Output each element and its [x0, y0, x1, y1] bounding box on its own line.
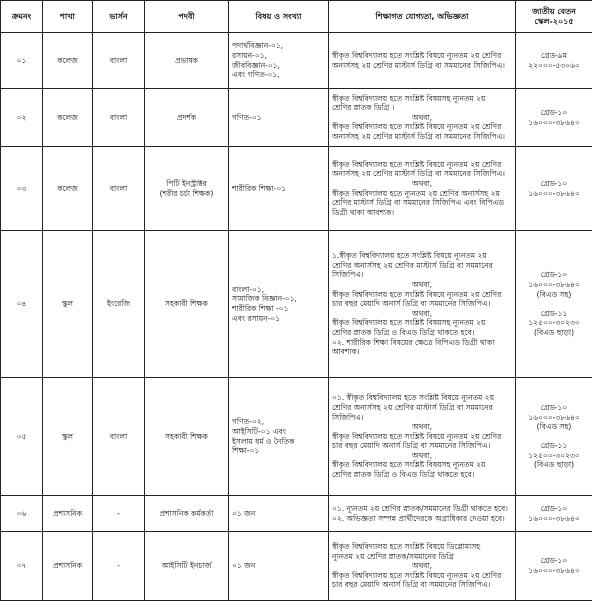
- subject-cell: [229, 231, 329, 378]
- qualification-cell-line: শ্রেণির স্নাতক ডিগ্রি ও বিএড ডিগ্রি থাকতে হবে।: [332, 327, 475, 337]
- subject-cell-line: ইসলাম ধর্ম ও নৈতিক: [232, 436, 295, 446]
- subject-cell: [229, 496, 329, 532]
- scale-cell-line: ২২০০০-৫৩০৬০: [528, 60, 580, 70]
- serial-cell-line: ০৭: [16, 561, 27, 571]
- branch-cell: [43, 378, 93, 496]
- qualification-cell-line: অথবা,: [411, 308, 433, 318]
- scale-cell: [516, 496, 592, 532]
- serial-cell: [1, 378, 43, 496]
- scale-cell-line: (বিএড সহ): [536, 422, 572, 432]
- post-cell: [145, 147, 229, 231]
- version-cell-line: বাংলা: [109, 431, 128, 441]
- post-cell: [145, 89, 229, 147]
- subject-cell-line: জীববিজ্ঞান-০১,: [232, 60, 281, 70]
- serial-cell-line: ০৩: [16, 183, 27, 193]
- qualification-cell-line: অনার্সসহ ২য় শ্রেণির মাস্টার্স ডিগ্রি বা সমমানের সিজিপিএ।: [332, 60, 505, 70]
- col-subject-header: বিষয় ও সংখ্যা: [229, 1, 329, 33]
- serial-cell-line: ০২: [16, 112, 27, 122]
- branch-cell: [43, 496, 93, 532]
- version-cell: [93, 231, 145, 378]
- scale-cell-line: (বিএড ছাড়া): [533, 460, 575, 470]
- subject-cell: [229, 532, 329, 601]
- qualification-cell-line: স্বীকৃত বিশ্ববিদ্যালয় হতে সংশ্লিষ্ট বিষয়সহ ন্যূনতম ২য়: [332, 93, 486, 103]
- qualification-cell: [329, 33, 516, 89]
- qualification-cell-line: অথবা,: [411, 422, 433, 432]
- branch-cell-line: প্রশাসনিক: [52, 508, 83, 518]
- qualification-cell-line: শ্রেণির স্নাতক ডিগ্রি ।: [332, 103, 395, 113]
- scale-cell: [516, 33, 592, 89]
- version-cell-line: বাংলা: [109, 183, 128, 193]
- post-cell: [145, 33, 229, 89]
- scale-cell-line: ১২৫০০-৩০২৩০: [528, 318, 580, 328]
- version-cell-line: বাংলা: [109, 55, 128, 65]
- qualification-cell-line: ০১. স্বীকৃত বিশ্ববিদ্যালয় হতে সংশ্লিষ্ট বিষয়ে ন্যূনতম ২য়: [332, 393, 495, 403]
- post-cell-line: (শরীর চর্চা শিক্ষক): [159, 188, 214, 198]
- qualification-cell-line: ১.স্বীকৃত বিশ্ববিদ্যালয় হতে সংশ্লিষ্ট বিষয়ে ন্যূনতম ২য়: [332, 251, 487, 261]
- branch-cell-line: কলেজ: [57, 112, 78, 122]
- version-cell: [93, 378, 145, 496]
- scale-cell-line: গ্রেড-১১: [540, 308, 568, 318]
- post-cell: [145, 496, 229, 532]
- scale-cell-line: ১৬০০০-৩৮৬৪০: [528, 513, 580, 523]
- version-cell: [93, 147, 145, 231]
- table-row: [1, 33, 592, 89]
- col-serial-header: ক্রমনং: [1, 1, 43, 33]
- table-row: [1, 147, 592, 231]
- scale-cell-line: [519, 299, 589, 309]
- serial-cell: [1, 496, 43, 532]
- table-row: [1, 378, 592, 496]
- version-cell: [93, 496, 145, 532]
- scale-cell-line: ১৬০০০-৩৮৬৪০: [528, 280, 580, 290]
- scale-cell-line: গ্রেড-১০: [540, 556, 568, 566]
- qualification-cell-line: ০২. অভিজ্ঞতা সম্পন্ন প্রার্থীদেরকে অগ্রাধিকার দেওয়া হবে।: [332, 513, 505, 523]
- subject-cell: [229, 378, 329, 496]
- post-cell: [145, 532, 229, 601]
- qualification-cell-line: শ্রেণির স্নাতক ডিগ্রি ও বিএড ডিগ্রি থাকতে হবে।: [332, 470, 475, 480]
- scale-cell-line: গ্রেড-১০: [540, 107, 568, 117]
- qualification-cell-line: শ্রেণির অনার্সসহ ২য় শ্রেণির মাস্টার্স ডিগ্রি বা সমমানের: [332, 260, 493, 270]
- qualification-cell-line: অথবা,: [411, 178, 433, 188]
- post-cell-line: প্রভাষক: [175, 55, 198, 65]
- subject-cell-line: এবং রসায়ন-০১: [232, 313, 281, 323]
- scale-cell: [516, 89, 592, 147]
- scale-cell-line: ১৬০০০-৩৮৬৪০: [528, 566, 580, 575]
- qualification-cell: [329, 378, 516, 496]
- scale-cell-line: ১৬০০০-৩৮৬৪০: [528, 412, 580, 422]
- col-version-header: ভার্সন: [93, 1, 145, 33]
- qualification-cell-line: চার বছর মেয়াদি অনার্স ডিগ্রি বা সমমানের সিজিপিএ।: [332, 441, 491, 451]
- qualification-cell-line: চার বছর মেয়াদি অনার্স ডিগ্রি বা সমমানের সিজিপিএ।: [332, 580, 491, 590]
- qualification-cell-line: অনার্সসহ ২য় শ্রেণির মাস্টার্স ডিগ্রি বা সমমানের সিজিপিএ।: [332, 131, 505, 141]
- col-branch-header: শাখা: [43, 1, 93, 33]
- serial-cell: [1, 231, 43, 378]
- subject-cell-line: সামাজিক বিজ্ঞান-০১,: [232, 294, 297, 304]
- version-cell: [93, 532, 145, 601]
- header-row: [1, 1, 592, 33]
- qualification-cell-line: স্বীকৃত বিশ্ববিদ্যালয় হতে সংশ্লিষ্ট বিষয়ে ন্যূনতম ২য় শ্রেণির: [332, 159, 502, 169]
- scale-cell-line: (বিএড ছাড়া): [533, 327, 575, 337]
- scale-cell-line: গ্রেড-১০: [540, 402, 568, 412]
- subject-cell-line: গণিত-০১: [232, 112, 262, 122]
- scale-cell: [516, 378, 592, 496]
- col-scale-header: জাতীয় বেতন স্কেল-২০১৫: [516, 1, 592, 33]
- subject-cell: [229, 89, 329, 147]
- version-cell-line: বাংলা: [109, 112, 128, 122]
- branch-cell: [43, 147, 93, 231]
- qualification-cell: [329, 89, 516, 147]
- post-cell: [145, 231, 229, 378]
- scale-cell-line: [519, 432, 589, 442]
- serial-cell: [1, 147, 43, 231]
- post-cell-line: পিটি ইনস্ট্রাক্টর: [166, 178, 207, 188]
- qualification-cell-line: সিজিপিএ।: [332, 412, 364, 422]
- serial-cell-line: ০৬: [16, 508, 27, 518]
- serial-cell-line: ০৪: [16, 299, 27, 309]
- qualification-cell-line: সিজিপিএ।: [332, 270, 364, 280]
- qualification-cell-line: অথবা,: [411, 450, 433, 460]
- branch-cell-line: স্কুল: [62, 431, 73, 441]
- scale-cell-line: গ্রেড-৯ম: [541, 50, 567, 60]
- qualification-cell-line: ০২. শারীরিক শিক্ষা বিষয়ের ক্ষেত্রে বিপিএড ডিগ্রী থাকা: [332, 337, 495, 347]
- version-cell-line: -: [117, 561, 120, 571]
- scale-cell-line: গ্রেড-১০: [540, 503, 568, 513]
- version-cell-line: -: [117, 508, 120, 518]
- post-cell: [145, 378, 229, 496]
- qualification-cell-line: অথবা,: [411, 112, 433, 122]
- qualification-cell-line: ন্যূনতম ২য় শ্রেণির স্নাতক/সমমানের ডিগ্রি: [332, 551, 454, 561]
- branch-cell-line: কলেজ: [57, 55, 78, 65]
- qualification-cell-line: ডিগ্রী থাকা আবশ্যক।: [332, 207, 395, 217]
- table-row: [1, 89, 592, 147]
- qualification-cell-line: শ্রেণির মাস্টার্স ডিগ্রি বা সমমানের সিজিপিএ এবং বিপিএড: [332, 198, 504, 208]
- table-row: [1, 532, 592, 601]
- serial-cell: [1, 532, 43, 601]
- serial-cell: [1, 89, 43, 147]
- qualification-cell-line: চার বছর মেয়াদি অনার্স ডিগ্রি বা সমমানের সিজিপিএ।: [332, 299, 491, 309]
- qualification-cell-line: অথবা,: [411, 280, 433, 290]
- subject-cell-line: বাংলা-০১,: [232, 284, 265, 294]
- subject-cell-line: ০১ জন: [232, 561, 256, 571]
- scale-cell-line: গ্রেড-১০: [540, 178, 568, 188]
- subject-cell-line: গণিত-০২,: [232, 417, 265, 427]
- scale-cell-line: ১৬০০০-৩৮৬৪০: [528, 188, 580, 198]
- scale-cell-line: (বিএড সহ): [536, 289, 572, 299]
- qualification-cell-line: আবশ্যক।: [332, 347, 360, 357]
- qualification-cell-line: স্বীকৃত বিশ্ববিদ্যালয় হতে সংশ্লিষ্ট বিষয়ে ন্যূনতম ২য় শ্রেণির: [332, 570, 502, 580]
- version-cell: [93, 33, 145, 89]
- branch-cell: [43, 231, 93, 378]
- qualification-cell: [329, 147, 516, 231]
- branch-cell-line: প্রশাসনিক: [52, 561, 83, 571]
- subject-cell-line: শারীরিক শিক্ষা-০১: [232, 183, 287, 193]
- subject-cell: [229, 147, 329, 231]
- post-cell-line: আইসিটি ইনচার্জ: [161, 561, 212, 571]
- qualification-cell-line: স্বীকৃত বিশ্ববিদ্যালয় হতে সংশ্লিষ্ট বিষয়ে ন্যূনতম ২য় শ্রেণির: [332, 50, 502, 60]
- col-qualification-header: শিক্ষাগত যোগ্যতা, অভিজ্ঞতা: [329, 1, 516, 33]
- post-cell-line: প্রদর্শক: [176, 112, 197, 122]
- branch-cell-line: স্কুল: [62, 299, 73, 309]
- subject-cell-line: শারীরিক শিক্ষা -০১: [232, 304, 289, 313]
- post-cell-line: প্রশাসনিক কর্মকর্তা: [159, 508, 214, 518]
- scale-cell: [516, 532, 592, 601]
- subject-cell-line: ০১ জন: [232, 508, 256, 518]
- qualification-cell-line: স্বীকৃত বিশ্ববিদ্যালয় হতে সংশ্লিষ্ট বিষয়ে ন্যূনতম ২য় শ্রেণির: [332, 289, 502, 299]
- qualification-cell: [329, 532, 516, 601]
- qualification-cell-line: স্বীকৃত বিশ্ববিদ্যালয় হতে সংশ্লিষ্ট বিষয়সহ ন্যূনতম ২য়: [332, 318, 486, 328]
- qualification-cell-line: স্বীকৃত বিশ্ববিদ্যালয় হতে সংশ্লিষ্ট বিষয়ে ন্যূনতম ২য় শ্রেণির: [332, 122, 502, 132]
- post-cell-line: সহকারী শিক্ষক: [165, 431, 208, 441]
- serial-cell-line: ০১: [16, 55, 27, 65]
- scale-cell: [516, 147, 592, 231]
- qualification-cell-line: ০১. ন্যূনতম ২য় শ্রেণির স্নাতক/সমমানের ডিগ্রী থাকতে হবে।: [332, 503, 508, 513]
- branch-cell: [43, 33, 93, 89]
- qualification-cell-line: স্বীকৃত বিশ্ববিদ্যালয় হতে সংশ্লিষ্ট বিষয়সহ ন্যূনতম ২য়: [332, 460, 486, 470]
- qualification-cell-line: অনার্সসহ ২য় শ্রেণির মাস্টার্স ডিগ্রি বা সমমানের সিজিপিএ।: [332, 169, 505, 179]
- version-cell-line: ইংরেজি: [106, 299, 131, 309]
- qualification-cell: [329, 231, 516, 378]
- scale-cell-line: গ্রেড-১১: [540, 441, 568, 451]
- branch-cell: [43, 532, 93, 601]
- qualification-cell-line: স্বীকৃত বিশ্ববিদ্যালয় হতে সংশ্লিষ্ট বিষয়ে ডিপ্লোমাসহ: [332, 542, 481, 552]
- col-post-header: পদবী: [145, 1, 229, 33]
- qualification-cell-line: স্বীকৃত বিশ্ববিদ্যালয় হতে সংশ্লিষ্ট বিষয়ে ন্যূনতম ২য় শ্রেণির: [332, 431, 502, 441]
- branch-cell-line: কলেজ: [57, 183, 78, 193]
- table-row: [1, 231, 592, 378]
- qualification-cell-line: শ্রেণির অনার্সসহ ২য় শ্রেণির মাস্টার্স ডিগ্রি বা সমমানের: [332, 402, 493, 412]
- qualification-cell-line: স্বীকৃত বিশ্ববিদ্যালয় হতে ন্যূনতম ২য় শ্রেণির অনার্সসহ ২য়: [332, 188, 500, 198]
- subject-cell: [229, 33, 329, 89]
- subject-cell-line: পদার্থবিজ্ঞান-০১,: [232, 41, 284, 51]
- scale-cell-line: ১৬০০০-৩৮৬৪০: [528, 117, 580, 127]
- qualification-cell-line: অথবা,: [411, 561, 433, 571]
- scale-cell-line: গ্রেড-১০: [540, 270, 568, 280]
- subject-cell-line: শিক্ষা-০১: [232, 446, 260, 456]
- post-cell-line: সহকারী শিক্ষক: [165, 299, 208, 309]
- serial-cell: [1, 33, 43, 89]
- subject-cell-line: আইসিটি-০১ এবং: [232, 426, 286, 436]
- scale-cell-line: ১২৫০০-৩০২৩০: [528, 450, 580, 460]
- table-row: [1, 496, 592, 532]
- scale-cell: [516, 231, 592, 378]
- version-cell: [93, 89, 145, 147]
- qualification-cell: [329, 496, 516, 532]
- subject-cell-line: রসায়ন-০১,: [232, 50, 267, 60]
- subject-cell-line: এবং গণিত-০১,: [232, 70, 280, 80]
- serial-cell-line: ০৫: [16, 431, 27, 441]
- branch-cell: [43, 89, 93, 147]
